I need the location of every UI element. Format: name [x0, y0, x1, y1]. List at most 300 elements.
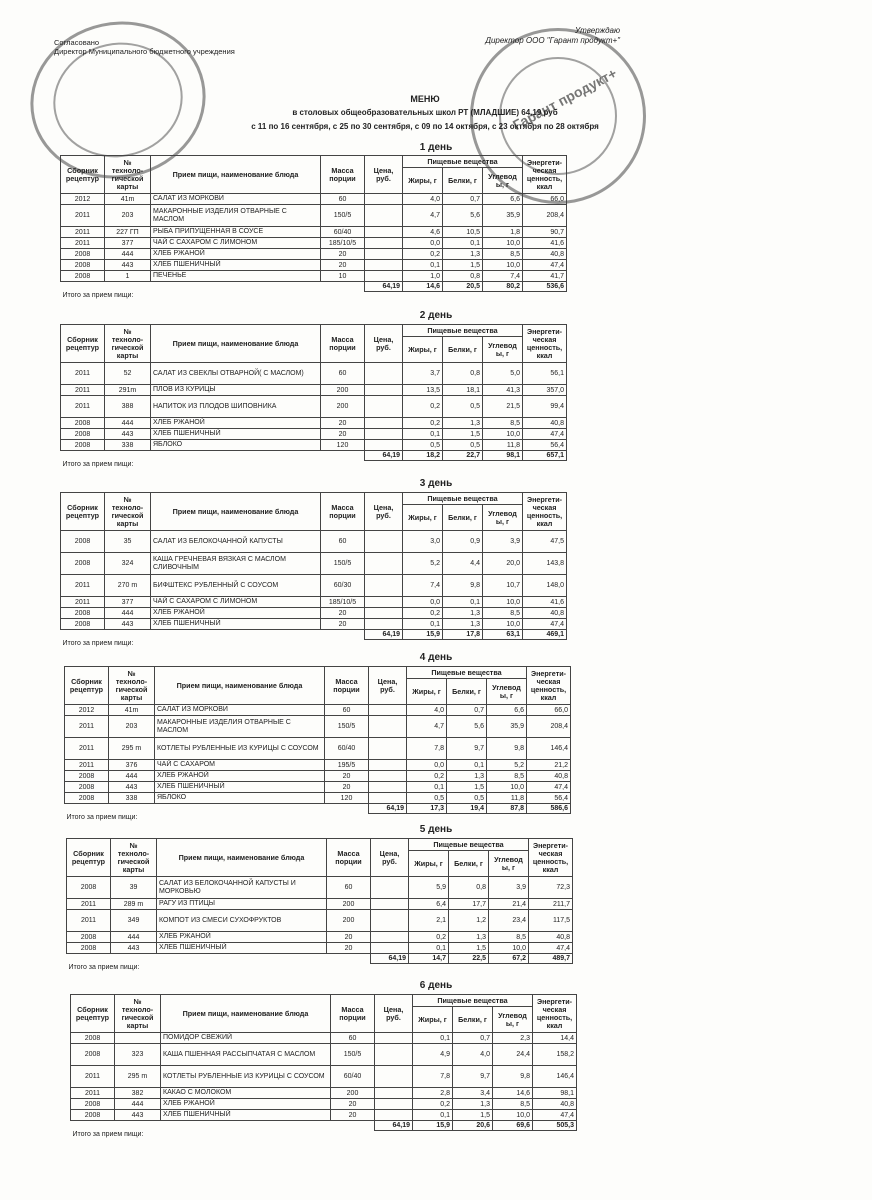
- col-header-portion: Масса порции: [327, 839, 371, 877]
- table-cell: 1,5: [449, 943, 489, 954]
- table-cell: 295 m: [109, 738, 155, 760]
- day-title: 3 день: [419, 478, 453, 489]
- table-cell: 41,3: [483, 385, 523, 396]
- total-price: 64,19: [369, 804, 407, 814]
- table-cell: 5,2: [403, 553, 443, 575]
- table-cell: 20: [325, 771, 369, 782]
- table-row: [65, 793, 571, 804]
- col-header-proteins: Белки, г: [443, 168, 483, 194]
- table-cell: 388: [105, 396, 151, 418]
- table-cell: 6,6: [483, 194, 523, 205]
- table-cell: [365, 608, 403, 619]
- table-cell: 1,3: [443, 608, 483, 619]
- total-spacer: [71, 1121, 375, 1131]
- total-value: 22,7: [443, 451, 483, 461]
- table-cell: 41,6: [523, 597, 567, 608]
- table-cell: 1,0: [403, 271, 443, 282]
- table-row: [61, 619, 567, 630]
- menu-table-day-6: [70, 994, 577, 1138]
- table-cell: 203: [105, 205, 151, 227]
- table-cell: [365, 249, 403, 260]
- total-price: 64,19: [371, 954, 409, 964]
- table-cell: 35: [105, 531, 151, 553]
- table-cell: 4,0: [453, 1044, 493, 1066]
- total-value: 489,7: [529, 954, 573, 964]
- table-cell: [365, 385, 403, 396]
- table-cell: 47,4: [523, 619, 567, 630]
- total-value: 469,1: [523, 630, 567, 640]
- total-value: 14,7: [409, 954, 449, 964]
- table-cell: 47,4: [523, 429, 567, 440]
- table-cell: 227 ГП: [105, 227, 151, 238]
- table-cell: 0,8: [443, 363, 483, 385]
- col-header-sbornik: Сборник рецептур: [65, 667, 109, 705]
- menu-table-day-1: [60, 155, 567, 299]
- col-header-price: Цена, руб.: [365, 493, 403, 531]
- table-cell: 60/40: [331, 1066, 375, 1088]
- total-value: 536,6: [523, 282, 567, 292]
- table-cell: [369, 760, 407, 771]
- table-cell: 0,1: [403, 260, 443, 271]
- table-cell: [365, 619, 403, 630]
- table-cell: 382: [115, 1088, 161, 1099]
- table-cell: 444: [105, 608, 151, 619]
- stamp-logo-text: Гарант продукт+: [509, 64, 620, 134]
- total-value: 17,3: [407, 804, 447, 814]
- table-cell: 2008: [65, 793, 109, 804]
- table-cell: 20: [325, 782, 369, 793]
- table-cell: [365, 575, 403, 597]
- table-row: [71, 1033, 577, 1044]
- total-value: 505,3: [533, 1121, 577, 1131]
- table-cell: [369, 782, 407, 793]
- table-cell: 443: [105, 619, 151, 630]
- table-cell: [365, 597, 403, 608]
- table-cell: 376: [109, 760, 155, 771]
- day-title: 6 день: [419, 980, 453, 991]
- table-cell: 4,0: [407, 705, 447, 716]
- col-header-dish-name: Прием пищи, наименование блюда: [157, 839, 327, 877]
- col-header-sbornik: Сборник рецептур: [61, 325, 105, 363]
- table-cell: 8,5: [487, 771, 527, 782]
- col-header-fats: Жиры, г: [409, 851, 449, 877]
- table-cell: 0,2: [413, 1099, 453, 1110]
- table-cell: [365, 260, 403, 271]
- table-cell: 0,2: [403, 418, 443, 429]
- table-cell: 9,8: [487, 738, 527, 760]
- table-cell: 200: [327, 899, 371, 910]
- table-cell: 7,8: [407, 738, 447, 760]
- table-cell: 208,4: [527, 716, 571, 738]
- table-cell: 323: [115, 1044, 161, 1066]
- table-row: [61, 608, 567, 619]
- table-cell: 150/5: [331, 1044, 375, 1066]
- table-cell: 10,0: [483, 429, 523, 440]
- table-cell: 21,2: [527, 760, 571, 771]
- table-cell: 2011: [67, 899, 111, 910]
- table-cell: 150/5: [325, 716, 369, 738]
- table-cell: 10,0: [487, 782, 527, 793]
- table-cell: 60: [325, 705, 369, 716]
- col-header-fats: Жиры, г: [403, 505, 443, 531]
- table-row: [61, 260, 567, 271]
- table-cell: 40,8: [523, 418, 567, 429]
- table-cell: ЯБЛОКО: [151, 440, 321, 451]
- table-row: [61, 531, 567, 553]
- table-row: [61, 385, 567, 396]
- table-cell: 3,7: [403, 363, 443, 385]
- table-cell: 2011: [61, 363, 105, 385]
- table-cell: [371, 943, 409, 954]
- table-cell: 444: [109, 771, 155, 782]
- table-cell: ПЕЧЕНЬЕ: [151, 271, 321, 282]
- table-cell: 295 m: [115, 1066, 161, 1088]
- table-cell: 0,1: [413, 1033, 453, 1044]
- total-value: 15,9: [413, 1121, 453, 1131]
- table-cell: 20: [331, 1099, 375, 1110]
- table-cell: 0,5: [407, 793, 447, 804]
- table-cell: 270 m: [105, 575, 151, 597]
- table-cell: РАГУ ИЗ ПТИЦЫ: [157, 899, 327, 910]
- table-cell: 1,5: [443, 429, 483, 440]
- table-cell: 377: [105, 238, 151, 249]
- table-row: [61, 597, 567, 608]
- table-cell: 0,0: [403, 238, 443, 249]
- col-header-fats: Жиры, г: [403, 337, 443, 363]
- table-cell: 150/5: [321, 553, 365, 575]
- menu-title-block: [120, 92, 730, 134]
- menu-table-day-2: [60, 324, 567, 468]
- table-cell: [365, 194, 403, 205]
- header-agreed-title: Согласовано: [54, 38, 100, 47]
- table-cell: 120: [325, 793, 369, 804]
- table-cell: 185/10/5: [321, 597, 365, 608]
- table-cell: 338: [105, 440, 151, 451]
- table-cell: 20: [321, 619, 365, 630]
- table-cell: 20: [327, 932, 371, 943]
- total-spacer: [61, 282, 365, 292]
- table-cell: 40,8: [523, 608, 567, 619]
- table-cell: 2008: [71, 1033, 115, 1044]
- table-cell: 47,5: [523, 531, 567, 553]
- menu-title: МЕНЮ: [410, 94, 440, 104]
- table-cell: 200: [321, 396, 365, 418]
- table-cell: 0,5: [443, 396, 483, 418]
- table-cell: 195/5: [325, 760, 369, 771]
- table-cell: 21,4: [489, 899, 529, 910]
- total-row: [61, 451, 567, 461]
- table-cell: 5,2: [487, 760, 527, 771]
- table-cell: 2008: [61, 553, 105, 575]
- col-header-carbs: Углевод ы, г: [493, 1007, 533, 1033]
- table-cell: 2008: [61, 440, 105, 451]
- table-cell: 2008: [61, 608, 105, 619]
- table-cell: ЯБЛОКО: [155, 793, 325, 804]
- total-label: Итого за прием пищи:: [62, 461, 134, 468]
- col-header-price: Цена, руб.: [365, 156, 403, 194]
- total-label: Итого за прием пищи:: [68, 964, 140, 971]
- col-header-price: Цена, руб.: [375, 995, 413, 1033]
- table-cell: ПЛОВ ИЗ КУРИЦЫ: [151, 385, 321, 396]
- total-label: Итого за прием пищи:: [72, 1131, 144, 1138]
- table-cell: 0,1: [403, 619, 443, 630]
- table-cell: 40,8: [533, 1099, 577, 1110]
- table-cell: 90,7: [523, 227, 567, 238]
- table-cell: 377: [105, 597, 151, 608]
- table-cell: 2,3: [493, 1033, 533, 1044]
- table-cell: 291m: [105, 385, 151, 396]
- col-header-portion: Масса порции: [331, 995, 375, 1033]
- table-cell: ХЛЕБ ПШЕНИЧНЫЙ: [157, 943, 327, 954]
- col-header-sbornik: Сборник рецептур: [61, 493, 105, 531]
- table-cell: 3,0: [403, 531, 443, 553]
- table-cell: 20: [321, 429, 365, 440]
- table-cell: 158,2: [533, 1044, 577, 1066]
- table-cell: 1,8: [483, 227, 523, 238]
- table-cell: 2008: [71, 1044, 115, 1066]
- col-header-sbornik: Сборник рецептур: [71, 995, 115, 1033]
- table-cell: ХЛЕБ РЖАНОЙ: [151, 418, 321, 429]
- table-cell: 0,5: [403, 440, 443, 451]
- table-row: [71, 1110, 577, 1121]
- table-cell: [365, 227, 403, 238]
- total-price: 64,19: [365, 451, 403, 461]
- table-cell: 66,0: [527, 705, 571, 716]
- table-cell: ХЛЕБ РЖАНОЙ: [151, 608, 321, 619]
- table-cell: 443: [115, 1110, 161, 1121]
- table-cell: 8,5: [493, 1099, 533, 1110]
- total-value: 14,6: [403, 282, 443, 292]
- table-cell: 5,6: [447, 716, 487, 738]
- total-value: 586,6: [527, 804, 571, 814]
- col-header-nutrients: Пищевые вещества: [407, 667, 527, 679]
- table-cell: 66,0: [523, 194, 567, 205]
- table-cell: 10,0: [483, 597, 523, 608]
- total-row: [61, 282, 567, 292]
- table-cell: 6,4: [409, 899, 449, 910]
- table-cell: РЫБА ПРИПУЩЕННАЯ В СОУСЕ: [151, 227, 321, 238]
- col-header-tech-card: № техноло-гической карты: [105, 493, 151, 531]
- table-cell: 47,4: [529, 943, 573, 954]
- table-cell: 444: [111, 932, 157, 943]
- total-row: [71, 1121, 577, 1131]
- col-header-tech-card: № техноло-гической карты: [109, 667, 155, 705]
- table-row: [65, 771, 571, 782]
- table-row: [61, 205, 567, 227]
- table-cell: 2011: [61, 385, 105, 396]
- table-cell: 56,4: [527, 793, 571, 804]
- table-cell: 41m: [105, 194, 151, 205]
- table-row: [61, 238, 567, 249]
- table-cell: 200: [331, 1088, 375, 1099]
- table-cell: ХЛЕБ РЖАНОЙ: [151, 249, 321, 260]
- table-cell: 72,3: [529, 877, 573, 899]
- total-value: 67,2: [489, 954, 529, 964]
- table-cell: [365, 531, 403, 553]
- table-cell: 0,7: [447, 705, 487, 716]
- table-cell: ХЛЕБ РЖАНОЙ: [155, 771, 325, 782]
- table-cell: 0,1: [403, 429, 443, 440]
- col-header-tech-card: № техноло-гической карты: [105, 325, 151, 363]
- table-cell: [365, 429, 403, 440]
- col-header-proteins: Белки, г: [443, 337, 483, 363]
- total-value: 69,6: [493, 1121, 533, 1131]
- total-value: 20,5: [443, 282, 483, 292]
- table-cell: 20: [327, 943, 371, 954]
- col-header-dish-name: Прием пищи, наименование блюда: [151, 325, 321, 363]
- menu-table-day-3: [60, 492, 567, 647]
- table-cell: ХЛЕБ РЖАНОЙ: [157, 932, 327, 943]
- menu-subtitle: в столовых общеобразовательных школ РТ (МЛАДШИЕ) 64,19 руб: [292, 108, 558, 117]
- table-cell: 2008: [67, 877, 111, 899]
- col-header-nutrients: Пищевые вещества: [403, 493, 523, 505]
- table-cell: 2011: [71, 1066, 115, 1088]
- total-spacer: [61, 451, 365, 461]
- table-cell: 349: [111, 910, 157, 932]
- table-cell: 9,7: [453, 1066, 493, 1088]
- table-cell: 10,0: [483, 260, 523, 271]
- table-cell: [371, 932, 409, 943]
- total-value: 17,8: [443, 630, 483, 640]
- table-cell: [375, 1033, 413, 1044]
- col-header-energy: Энергети-ческая ценность, ккал: [527, 667, 571, 705]
- table-cell: 0,0: [407, 760, 447, 771]
- table-cell: 2008: [61, 260, 105, 271]
- table-cell: 47,4: [523, 260, 567, 271]
- table-row: [71, 1099, 577, 1110]
- total-value: 15,9: [403, 630, 443, 640]
- table-cell: 5,6: [443, 205, 483, 227]
- table-cell: 60/30: [321, 575, 365, 597]
- table-cell: 60: [321, 531, 365, 553]
- table-cell: 47,4: [527, 782, 571, 793]
- table-cell: 0,2: [407, 771, 447, 782]
- table-cell: 2008: [61, 271, 105, 282]
- col-header-portion: Масса порции: [325, 667, 369, 705]
- table-cell: 2008: [71, 1110, 115, 1121]
- total-row: [65, 804, 571, 814]
- total-label: Итого за прием пищи:: [66, 814, 138, 821]
- table-cell: 1,3: [449, 932, 489, 943]
- table-cell: 4,7: [407, 716, 447, 738]
- table-cell: КАША ПШЕННАЯ РАССЫПЧАТАЯ С МАСЛОМ: [161, 1044, 331, 1066]
- col-header-dish-name: Прием пищи, наименование блюда: [161, 995, 331, 1033]
- table-cell: 324: [105, 553, 151, 575]
- table-cell: 2011: [61, 597, 105, 608]
- table-cell: ЧАЙ С САХАРОМ С ЛИМОНОМ: [151, 597, 321, 608]
- table-cell: КАКАО С МОЛОКОМ: [161, 1088, 331, 1099]
- table-row: [61, 363, 567, 385]
- table-cell: КОМПОТ ИЗ СМЕСИ СУХОФРУКТОВ: [157, 910, 327, 932]
- table-cell: 2008: [67, 932, 111, 943]
- table-cell: КАША ГРЕЧНЕВАЯ ВЯЗКАЯ С МАСЛОМ СЛИВОЧНЫМ: [151, 553, 321, 575]
- table-cell: [365, 418, 403, 429]
- table-row: [71, 1044, 577, 1066]
- total-spacer: [65, 804, 369, 814]
- table-cell: 2008: [65, 771, 109, 782]
- table-cell: [375, 1110, 413, 1121]
- table-cell: [365, 363, 403, 385]
- total-label: Итого за прием пищи:: [62, 292, 134, 299]
- table-cell: 52: [105, 363, 151, 385]
- table-cell: 14,4: [533, 1033, 577, 1044]
- table-cell: 1,5: [453, 1110, 493, 1121]
- header-agreed: [54, 38, 314, 56]
- total-value: 657,1: [523, 451, 567, 461]
- total-value: 80,2: [483, 282, 523, 292]
- table-cell: 24,4: [493, 1044, 533, 1066]
- table-cell: 4,9: [413, 1044, 453, 1066]
- menu-table-day-5: [66, 838, 573, 971]
- col-header-proteins: Белки, г: [447, 679, 487, 705]
- col-header-carbs: Углевод ы, г: [483, 168, 523, 194]
- menu-table-day-4: [64, 666, 571, 821]
- table-cell: 20: [321, 418, 365, 429]
- col-header-proteins: Белки, г: [443, 505, 483, 531]
- table-cell: [365, 396, 403, 418]
- col-header-nutrients: Пищевые вещества: [409, 839, 529, 851]
- table-cell: 20: [321, 608, 365, 619]
- table-cell: 60: [321, 363, 365, 385]
- table-cell: 443: [105, 260, 151, 271]
- table-cell: МАКАРОННЫЕ ИЗДЕЛИЯ ОТВАРНЫЕ С МАСЛОМ: [151, 205, 321, 227]
- table-row: [61, 418, 567, 429]
- col-header-energy: Энергети-ческая ценность, ккал: [533, 995, 577, 1033]
- table-cell: 2008: [61, 418, 105, 429]
- table-row: [71, 1088, 577, 1099]
- table-cell: 120: [321, 440, 365, 451]
- col-header-dish-name: Прием пищи, наименование блюда: [155, 667, 325, 705]
- table-cell: 60: [321, 194, 365, 205]
- table-cell: 444: [105, 418, 151, 429]
- col-header-energy: Энергети-ческая ценность, ккал: [523, 325, 567, 363]
- table-cell: НАПИТОК ИЗ ПЛОДОВ ШИПОВНИКА: [151, 396, 321, 418]
- table-cell: 11,8: [487, 793, 527, 804]
- table-cell: 208,4: [523, 205, 567, 227]
- table-cell: 5,0: [483, 363, 523, 385]
- table-cell: 3,9: [489, 877, 529, 899]
- table-cell: [369, 793, 407, 804]
- table-cell: 0,1: [407, 782, 447, 793]
- table-cell: 14,6: [493, 1088, 533, 1099]
- table-cell: 0,1: [409, 943, 449, 954]
- table-cell: ХЛЕБ ПШЕНИЧНЫЙ: [155, 782, 325, 793]
- table-cell: 2,1: [409, 910, 449, 932]
- table-cell: 0,7: [443, 194, 483, 205]
- table-cell: 289 m: [111, 899, 157, 910]
- table-cell: 338: [109, 793, 155, 804]
- table-cell: [371, 899, 409, 910]
- table-row: [61, 553, 567, 575]
- table-cell: 99,4: [523, 396, 567, 418]
- table-cell: 185/10/5: [321, 238, 365, 249]
- col-header-tech-card: № техноло-гической карты: [115, 995, 161, 1033]
- table-row: [61, 575, 567, 597]
- table-cell: 2,8: [413, 1088, 453, 1099]
- table-cell: КОТЛЕТЫ РУБЛЕННЫЕ ИЗ КУРИЦЫ С СОУСОМ: [161, 1066, 331, 1088]
- table-cell: 13,5: [403, 385, 443, 396]
- table-cell: 146,4: [533, 1066, 577, 1088]
- col-header-carbs: Углевод ы, г: [489, 851, 529, 877]
- header-approved-role: Директор ООО "Гарант продукт+": [485, 36, 620, 45]
- col-header-fats: Жиры, г: [413, 1007, 453, 1033]
- table-cell: МАКАРОННЫЕ ИЗДЕЛИЯ ОТВАРНЫЕ С МАСЛОМ: [155, 716, 325, 738]
- table-cell: 2011: [61, 396, 105, 418]
- table-cell: 41,6: [523, 238, 567, 249]
- table-cell: 150/5: [321, 205, 365, 227]
- table-cell: [365, 440, 403, 451]
- table-cell: [371, 910, 409, 932]
